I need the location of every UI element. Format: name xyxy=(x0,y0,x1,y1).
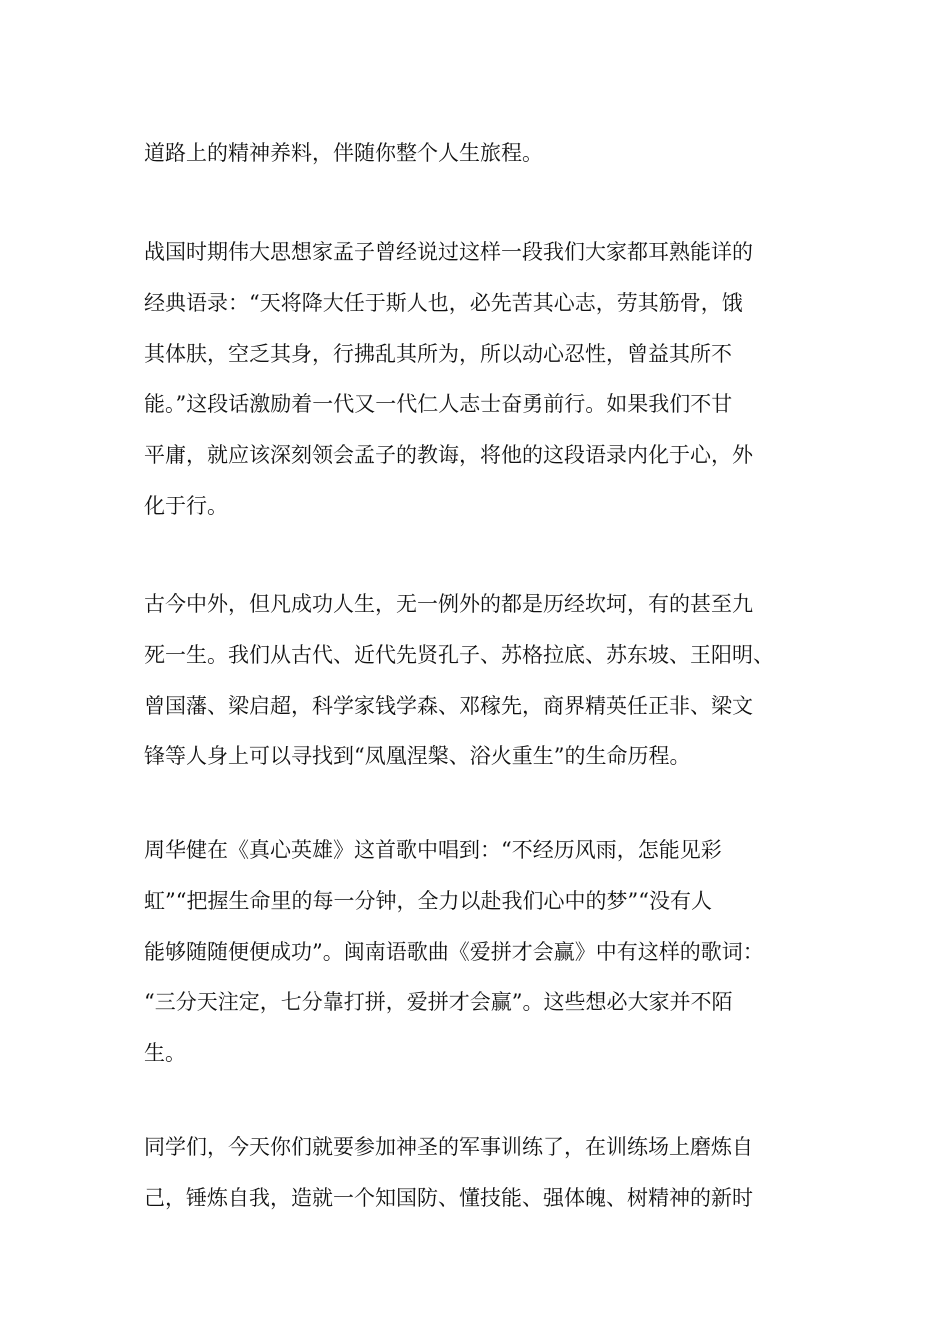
paragraph-4 xyxy=(144,825,806,1079)
text-line: 道路上的精神养料，伴随你整个人生旅程。 xyxy=(144,141,543,165)
paragraph-1 xyxy=(144,128,806,179)
text-line: 生。 xyxy=(144,1041,186,1066)
paragraph-3 xyxy=(144,579,806,782)
text-line: 化于行。 xyxy=(144,493,228,518)
text-line: 周华健在《真心英雄》这首歌中唱到：“不经历风雨，怎能见彩 xyxy=(144,838,722,862)
text-line: “三分天注定，七分靠打拼，爱拼才会赢”。这些想必大家并不陌 xyxy=(144,990,733,1015)
text-line: 其体肤，空乏其身，行拂乱其所为，所以动心忍性，曾益其所不 xyxy=(144,341,732,366)
text-line: 能够随随便便成功”。闽南语歌曲《爱拼才会赢》中有这样的歌词： xyxy=(144,939,764,964)
text-line: 经典语录：“天将降大任于斯人也，必先苦其心志，劳其筋骨，饿 xyxy=(144,290,743,315)
text-line: 死一生。我们从古代、近代先贤孔子、苏格拉底、苏东坡、王阳明、 xyxy=(144,642,774,667)
paragraph-2 xyxy=(144,227,806,532)
text-line: 己，锤炼自我，造就一个知国防、懂技能、强体魄、树精神的新时 xyxy=(144,1185,753,1210)
text-line: 平庸，就应该深刻领会孟子的教诲，将他的这段语录内化于心，外 xyxy=(144,443,753,468)
text-line: 战国时期伟大思想家孟子曾经说过这样一段我们大家都耳熟能详的 xyxy=(144,240,753,264)
text-line: 能。”这段话激励着一代又一代仁人志士奋勇前行。如果我们不甘 xyxy=(144,392,733,417)
text-line: 曾国藩、梁启超，科学家钱学森、邓稼先，商界精英任正非、梁文 xyxy=(144,693,753,718)
text-line: 同学们，今天你们就要参加神圣的军事训练了，在训练场上磨炼自 xyxy=(144,1135,753,1159)
paragraph-5 xyxy=(144,1122,806,1224)
text-line: 古今中外，但凡成功人生，无一例外的都是历经坎坷，有的甚至九 xyxy=(144,592,753,616)
text-line: 锋等人身上可以寻找到“凤凰涅槃、浴火重生”的生命历程。 xyxy=(144,744,691,769)
text-line: 虹”“把握生命里的每一分钟，全力以赴我们心中的梦”“没有人 xyxy=(144,888,712,913)
